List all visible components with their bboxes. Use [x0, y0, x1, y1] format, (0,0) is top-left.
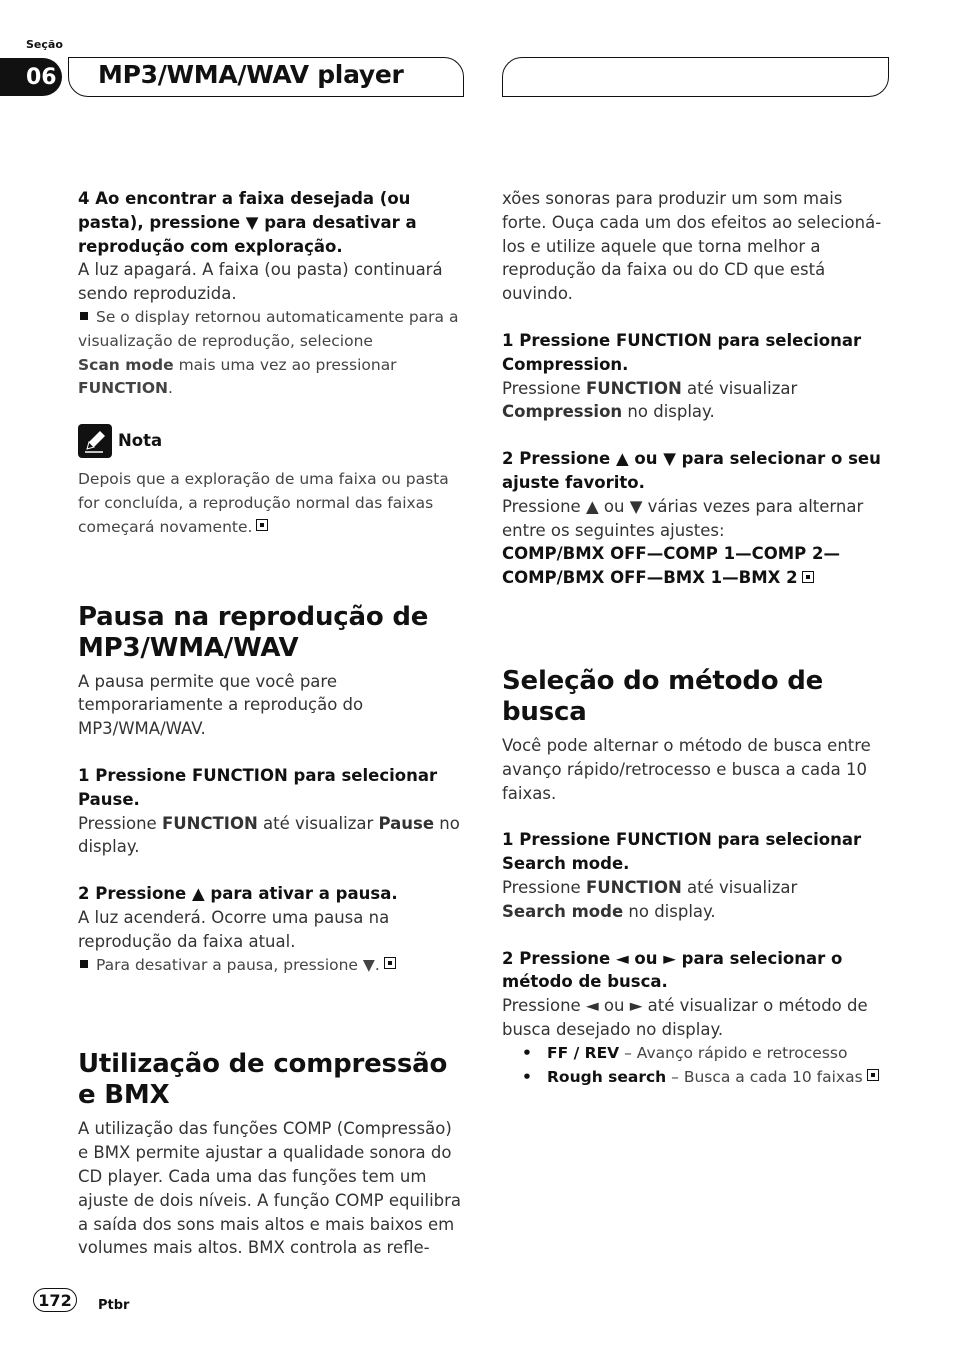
page-number: 172: [33, 1288, 77, 1312]
section-number-tab: 06: [0, 58, 62, 96]
language-code: Ptbr: [98, 1298, 130, 1313]
square-bullet-icon: [80, 960, 88, 968]
end-mark-icon: [867, 1069, 879, 1081]
end-mark-icon: [256, 519, 268, 531]
section-title: MP3/WMA/WAV player: [98, 60, 404, 89]
search-method-heading: Seleção do método de busca: [502, 665, 824, 727]
step-4-bullet-note-cont: Scan mode mais uma vez ao pressionar FUNCTION.: [78, 355, 397, 398]
note-text: Depois que a exploração de uma faixa ou pasta for concluída, a reprodução normal das faixas começará novamente.: [78, 470, 449, 536]
search-intro: Você pode alternar o método de busca entre avanço rápido/retrocesso e busca a cada 10 faixas.: [502, 735, 871, 803]
step-4-bullet-note: Se o display retornou automaticamente para a visualização de reprodução, selecione: [78, 307, 459, 350]
search-step-2-heading: 2 Pressione ◄ ou ► para selecionar o método de busca.: [502, 948, 843, 992]
pause-step-2-heading: 2 Pressione ▲ para ativar a pausa.: [78, 884, 398, 904]
compression-settings-line-1: COMP/BMX OFF—COMP 1—COMP 2—: [502, 544, 840, 564]
search-option-item: • Rough search – Busca a cada 10 faixas: [502, 1066, 890, 1090]
compression-step-1-body: Pressione FUNCTION até visualizar Compression no display.: [502, 378, 798, 422]
search-option-item: • FF / REV – Avanço rápido e retrocesso: [502, 1042, 890, 1066]
compression-step-2-body: Pressione ▲ ou ▼ várias vezes para alternar entre os seguintes ajustes:: [502, 496, 864, 540]
note-pencil-icon: [78, 424, 112, 458]
end-mark-icon: [384, 957, 396, 969]
section-label: Seção: [26, 38, 63, 51]
step-4-body: A luz apagará. A faixa (ou pasta) continuará sendo reproduzida.: [78, 260, 443, 304]
pause-step-1-body: Pressione FUNCTION até visualizar Pause no display.: [78, 813, 460, 857]
header-right-frame: [502, 57, 889, 97]
square-bullet-icon: [80, 312, 88, 320]
right-column: [502, 187, 890, 1089]
compression-intro-continued: xões sonoras para produzir um som mais forte. Ouça cada um dos efeitos ao selecioná-los e utilize aquele que torna melhor a reprodução da faixa ou do CD que está ouvindo.: [502, 189, 882, 304]
note-header: [78, 424, 466, 458]
search-step-1-heading: 1 Pressione FUNCTION para selecionar Search mode.: [502, 830, 862, 874]
left-column: [78, 187, 466, 1260]
pause-heading: Pausa na reprodução de MP3/WMA/WAV: [78, 601, 429, 663]
compression-step-1-heading: 1 Pressione FUNCTION para selecionar Compression.: [502, 330, 862, 374]
pause-step-2-body: A luz acenderá. Ocorre uma pausa na reprodução da faixa atual.: [78, 907, 390, 951]
compression-intro: A utilização das funções COMP (Compressão) e BMX permite ajustar a qualidade sonora do CD player. Cada uma das funções tem um ajuste de dois níveis. A função COMP equilibra a saída dos sons mais altos e mais baixos em volumes mais altos. BMX controla as refle-: [78, 1119, 462, 1258]
bullet-dot-icon: •: [522, 1067, 532, 1086]
bullet-dot-icon: •: [522, 1043, 532, 1062]
pause-step-2-note: Para desativar a pausa, pressione ▼.: [78, 954, 466, 978]
compression-settings-line-2: COMP/BMX OFF—BMX 1—BMX 2: [502, 566, 890, 590]
pause-step-1-heading: 1 Pressione FUNCTION para selecionar Pause.: [78, 765, 438, 809]
note-label: Nota: [118, 431, 163, 451]
pause-intro: A pausa permite que você pare temporariamente a reprodução do MP3/WMA/WAV.: [78, 671, 364, 739]
step-4-heading: 4 Ao encontrar a faixa desejada (ou pasta), pressione ▼ para desativar a reprodução com exploração.: [78, 189, 417, 256]
compression-step-2-heading: 2 Pressione ▲ ou ▼ para selecionar o seu ajuste favorito.: [502, 449, 881, 492]
compression-heading: Utilização de compressão e BMX: [78, 1049, 448, 1111]
end-mark-icon: [802, 571, 814, 583]
search-step-1-body: Pressione FUNCTION até visualizar Search mode no display.: [502, 877, 798, 921]
search-step-2-body: Pressione ◄ ou ► até visualizar o método de busca desejado no display.: [502, 996, 868, 1039]
